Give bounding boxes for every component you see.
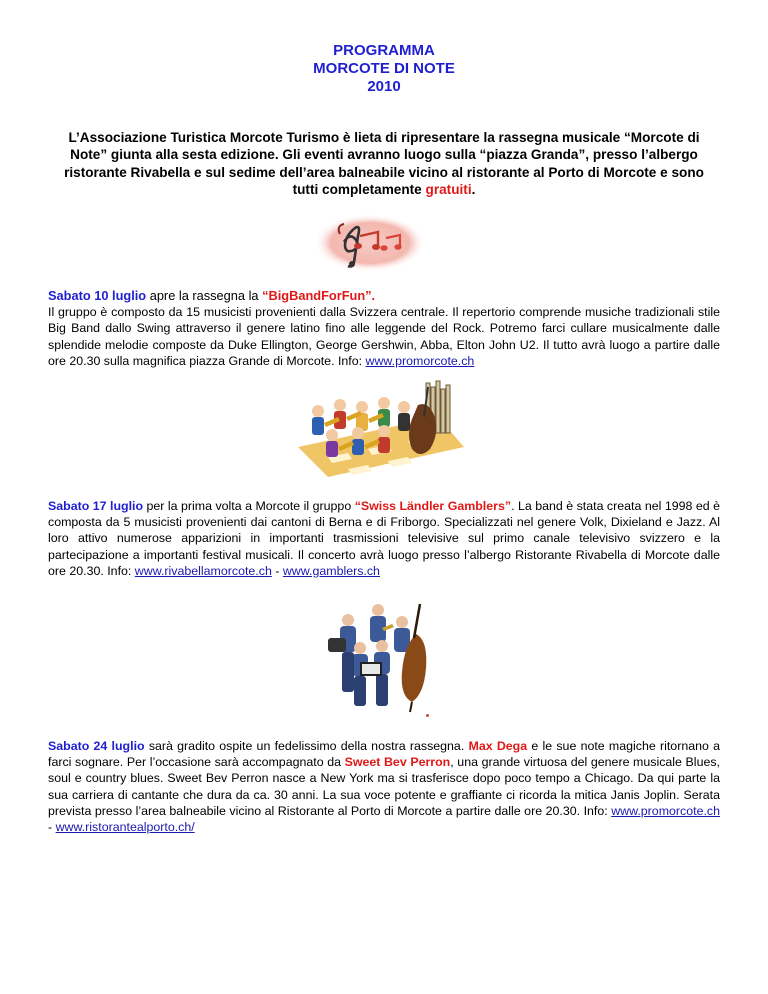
event-bigband-name: “BigBandForFun”.: [262, 288, 376, 303]
link-promorcote-2[interactable]: www.promorcote.ch: [611, 803, 720, 818]
intro-period: .: [471, 182, 476, 198]
link-separator: -: [271, 563, 283, 578]
event-maxdega-name: Max Dega: [468, 739, 528, 753]
document-title: [0, 42, 768, 96]
event-gamblers-body: . La band è stata creata nel 1998 ed è composta da 5 musicisti provenienti dai cantoni di Berna e di Friborgo. Specializzati nel genere Volk, Dixieland e Jazz. Al loro attivo numerose apparizioni in importanti trasmissioni televisive sul primo canale televisivo svizzero e la partecipazione a importanti festival musicali. Il concerto avrà luogo presso l’albergo Ristorante Rivabella di Morcote dalle ore 20.30. Info:: [48, 499, 720, 578]
music-notes-illustration: [314, 214, 426, 272]
event-bigband: [48, 288, 720, 369]
title-line-event-name: MORCOTE DI NOTE: [313, 60, 455, 77]
event-gamblers-lead: per la prima volta a Morcote il gruppo: [143, 499, 355, 513]
link-rivabellamorcote[interactable]: www.rivabellamorcote.ch: [134, 563, 272, 578]
event-bigband-lead: apre la rassegna la: [146, 288, 263, 303]
event-gamblers: [48, 498, 720, 579]
link-promorcote[interactable]: www.promorcote.ch: [365, 353, 475, 368]
title-line-programma: PROGRAMMA: [333, 42, 435, 59]
event-maxdega-body: , una grande virtuosa del genere musicale Blues, soul e country blues. Sweet Bev Perron nasce a New York ma si trasferisce dopo poco tempo a Chicago. Da qui parte la sua carriera di cantante che dura da ca. 30 anni. La sua voce potente e graffiante ci ricorda la mitica Janis Joplin. Serata prevista presso l’area balneabile vicino al Ristorante al Porto di Morcote a partire dalle ore 20.30. Info:: [48, 755, 720, 818]
big-band-illustration: [288, 377, 472, 485]
event-maxdega: [48, 738, 720, 835]
event-maxdega-lead: sarà gradito ospite un fedelissimo della nostra rassegna.: [144, 739, 469, 753]
title-line-year: 2010: [367, 78, 401, 95]
event-bigband-date: Sabato 10 luglio: [48, 288, 147, 303]
event-gamblers-name: “Swiss Ländler Gamblers”: [354, 499, 512, 513]
link-separator-2: -: [48, 820, 56, 835]
event-maxdega-mid: e le sue note magiche ritornano a farci sognare. Per l’occasione sarà accompagnato da: [48, 739, 720, 770]
intro-text: L’Associazione Turistica Morcote Turismo è lieta di ripresentare la rassegna musicale “Morcote di Note” giunta alla sesta edizione. Gli eventi avranno luogo sulla “piazza Granda”, presso l’albergo ristorante Rivabella e sul sedime dell’area balneabile vicino al ristorante al Porto di Morcote e sono tutti completamente: [64, 130, 704, 198]
event-maxdega-date: Sabato 24 luglio: [48, 739, 145, 753]
intro-free-highlight: gratuiti: [425, 182, 472, 198]
event-bigband-body: Il gruppo è composto da 15 musicisti provenienti dalla Svizzera centrale. Il repertorio comprende musiche tradizionali stile Big Band dallo Swing attraverso il genere latino fino alle leggende del Rock. Potremo farci cullare musicalmente dalle splendide melodie composte da Duke Ellington, George Gershwin, Abba, Elton John U2. Il tutto avrà luogo a partire dalle ore 20.30 sulla magnifica piazza Grande di Morcote. Info:: [48, 305, 720, 368]
small-dot-mark: [426, 714, 429, 717]
event-gamblers-date: Sabato 17 luglio: [48, 499, 144, 513]
link-gamblers[interactable]: www.gamblers.ch: [282, 563, 380, 578]
link-ristorantealporto[interactable]: www.ristorantealporto.ch/: [55, 820, 195, 835]
swiss-landler-band-photo: [320, 598, 440, 716]
event-sweetbev-name: Sweet Bev Perron: [344, 755, 451, 770]
intro-paragraph: [50, 129, 718, 199]
